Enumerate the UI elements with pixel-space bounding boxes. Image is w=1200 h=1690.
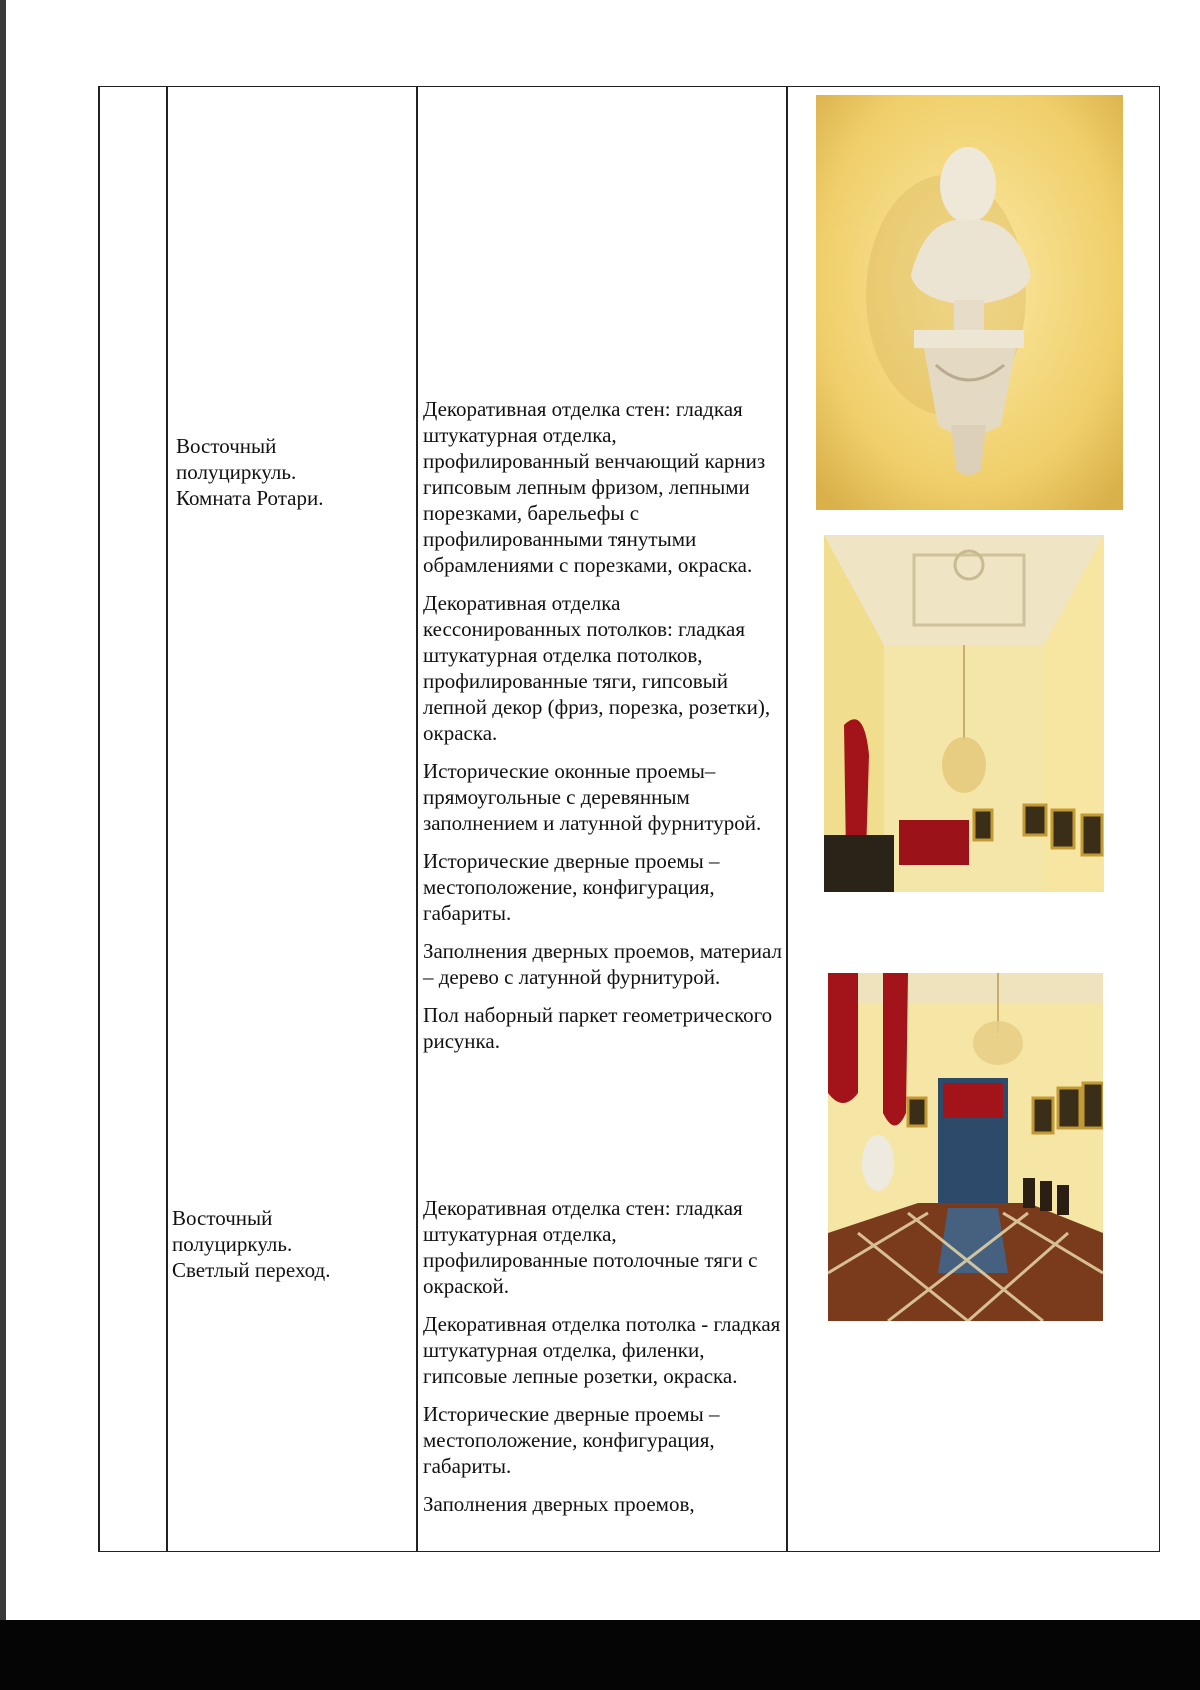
description-paragraph: Заполнения дверных проемов, xyxy=(423,1492,695,1516)
description-cell-1 xyxy=(423,396,783,1066)
table-border-left xyxy=(98,87,100,1551)
table-border-right xyxy=(1159,87,1161,1551)
location-line: Светлый переход. xyxy=(172,1258,331,1282)
description-paragraph: Декоративная отделка кессонированных потолков: гладкая штукатурная отделка потолков, профилированные тяги, гипсовый лепной декор (фриз, порезка, розетки), окраска. xyxy=(423,591,771,745)
description-paragraph: Исторические дверные проемы – местоположение, конфигурация, габариты. xyxy=(423,1402,720,1478)
scan-bottom-bar xyxy=(0,1620,1200,1690)
location-line: Комната Ротари. xyxy=(176,486,324,510)
location-cell-2 xyxy=(172,1205,330,1283)
description-paragraph: Исторические дверные проемы – местоположение, конфигурация, габариты. xyxy=(423,849,720,925)
photo-room-with-chandelier xyxy=(824,535,1104,892)
scan-edge-left xyxy=(0,0,6,1620)
photo-bright-passage xyxy=(828,973,1103,1321)
location-cell-1 xyxy=(176,433,324,511)
location-line: полуциркуль. xyxy=(176,460,297,484)
description-paragraph: Декоративная отделка потолка - гладкая штукатурная отделка, филенки, гипсовые лепные розетки, окраска. xyxy=(423,1312,781,1388)
location-line: Восточный xyxy=(176,434,277,458)
location-line: Восточный xyxy=(172,1206,273,1230)
column-divider-1 xyxy=(166,87,168,1551)
column-divider-3 xyxy=(786,87,788,1551)
description-paragraph: Декоративная отделка стен: гладкая штукатурная отделка, профилированный венчающий карниз гипсовым лепным фризом, лепными порезками, барельефы с профилированными тянутыми обрамлениями с порезками, окраска. xyxy=(423,397,766,577)
column-divider-2 xyxy=(416,87,418,1551)
description-cell-2 xyxy=(423,1195,783,1529)
photo-bust-on-bracket xyxy=(816,95,1123,510)
location-line: полуциркуль. xyxy=(172,1232,293,1256)
description-paragraph: Исторические оконные проемы– прямоугольные с деревянным заполнением и латунной фурнитурой. xyxy=(423,759,762,835)
description-paragraph: Декоративная отделка стен: гладкая штукатурная отделка, профилированные потолочные тяги с окраской. xyxy=(423,1196,758,1298)
description-paragraph: Пол наборный паркет геометрического рисунка. xyxy=(423,1003,773,1053)
description-paragraph: Заполнения дверных проемов, материал – дерево с латунной фурнитурой. xyxy=(423,939,783,989)
